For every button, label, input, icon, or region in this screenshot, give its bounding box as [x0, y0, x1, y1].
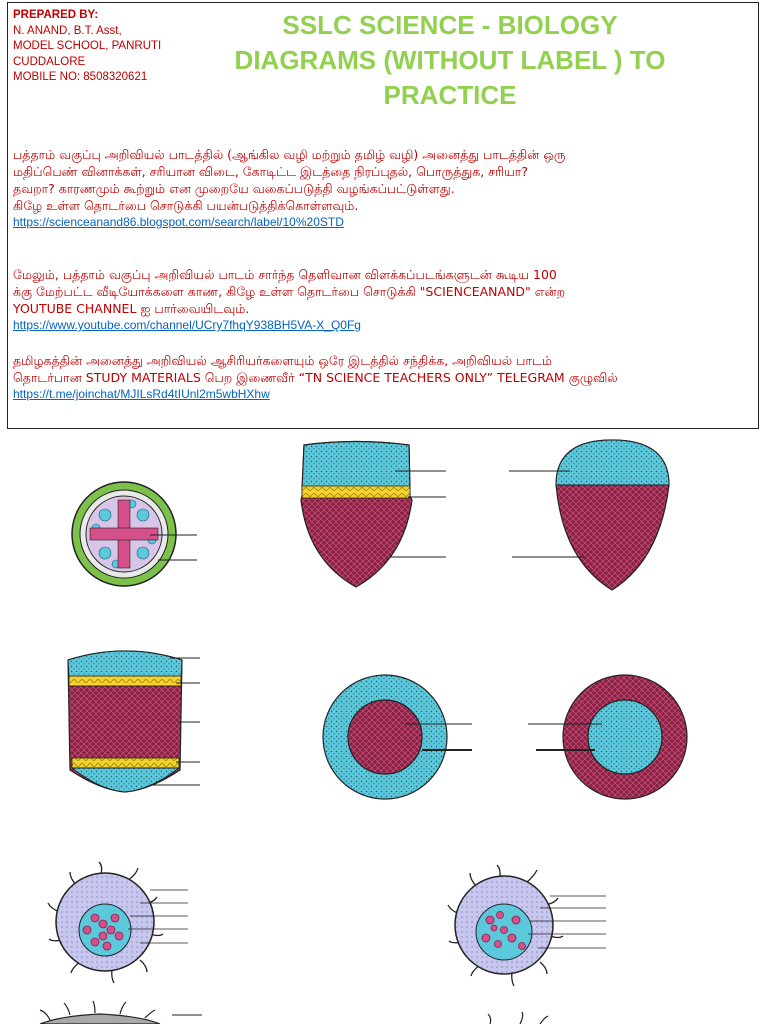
root-cross-section-diagram	[72, 482, 197, 586]
paragraph-line: க்கு மேற்பட்ட வீடியோக்களை காண, கிழே உள்ள தொடர்பை சொடுக்கி "SCIENCEANAND" என்ற	[13, 284, 566, 299]
paragraph-line: பத்தாம் வகுப்பு அறிவியல் பாடத்தில் (ஆங்கில வழி மற்றும் தமிழ் வழி) அனைத்து பாடத்தின் ஒரு	[13, 147, 566, 162]
cone-layered-diagram	[68, 651, 200, 792]
paragraph-line: தவறா? காரணமும் கூற்றும் என முறையே வகைப்படுத்தி வழங்கப்பட்டுள்ளது.	[13, 181, 455, 196]
ring-maroon-outer-diagram	[528, 675, 687, 799]
title-line: PRACTICE	[383, 80, 517, 110]
cut-off-diagram-bottom-right	[488, 1012, 548, 1024]
paragraph-line: தொடர்பான STUDY MATERIALS பெற இணைவீர் “TN SCIENCE TEACHERS ONLY” TELEGRAM குழுவில்	[13, 370, 618, 385]
paragraph-line: YOUTUBE CHANNEL ஐ பார்வையிடவும்.	[13, 301, 250, 316]
title-line: SSLC SCIENCE - BIOLOGY	[282, 10, 618, 40]
blog-link[interactable]: https://scienceanand86.blogspot.com/search/label/10%20STD	[13, 215, 344, 229]
telegram-link[interactable]: https://t.me/joinchat/MJILsRd4tIUnl2m5wbHXhw	[13, 387, 270, 401]
paragraph-line: தமிழகத்தின் அனைத்து அறிவியல் ஆசிரியர்களையும் ஒரே இடத்தில் சந்திக்க, அறிவியல் பாடம்	[13, 353, 552, 368]
prepared-by-line: MODEL SCHOOL, PANRUTI	[13, 40, 162, 52]
ring-cyan-outer-diagram	[323, 675, 472, 799]
prepared-by-line: CUDDALORE	[13, 55, 86, 68]
cut-off-diagram-bottom-left	[40, 1001, 202, 1024]
prepared-by-line: MOBILE NO: 8508320621	[13, 71, 148, 83]
cell-diagram-2	[448, 865, 606, 986]
cone-round-top-diagram	[509, 440, 669, 590]
paragraph-line: கிழே உள்ள தொடர்பை சொடுக்கி பயன்படுத்திக்கொள்ளவும்.	[13, 198, 359, 213]
paragraph-line: மேலும், பத்தாம் வகுப்பு அறிவியல் பாடம் சார்ந்த தெளிவான விளக்கப்படங்களுடன் கூடிய 100	[13, 267, 557, 282]
prepared-by-line: N. ANAND, B.T. Asst,	[13, 24, 122, 37]
youtube-link[interactable]: https://www.youtube.com/channel/UCry7fhqY938BH5VA-X_Q0Fg	[13, 318, 361, 332]
title-line: DIAGRAMS (WITHOUT LABEL ) TO	[234, 45, 666, 75]
paragraph-line: மதிப்பெண் வினாக்கள், சரியான விடை, கோடிட்ட இடத்தை நிரப்புதல், பொருத்துக, சரியா?	[13, 164, 528, 179]
cone-capped-diagram	[301, 442, 446, 588]
prepared-by-title: PREPARED BY:	[13, 9, 99, 21]
cell-diagram-1	[48, 862, 188, 983]
